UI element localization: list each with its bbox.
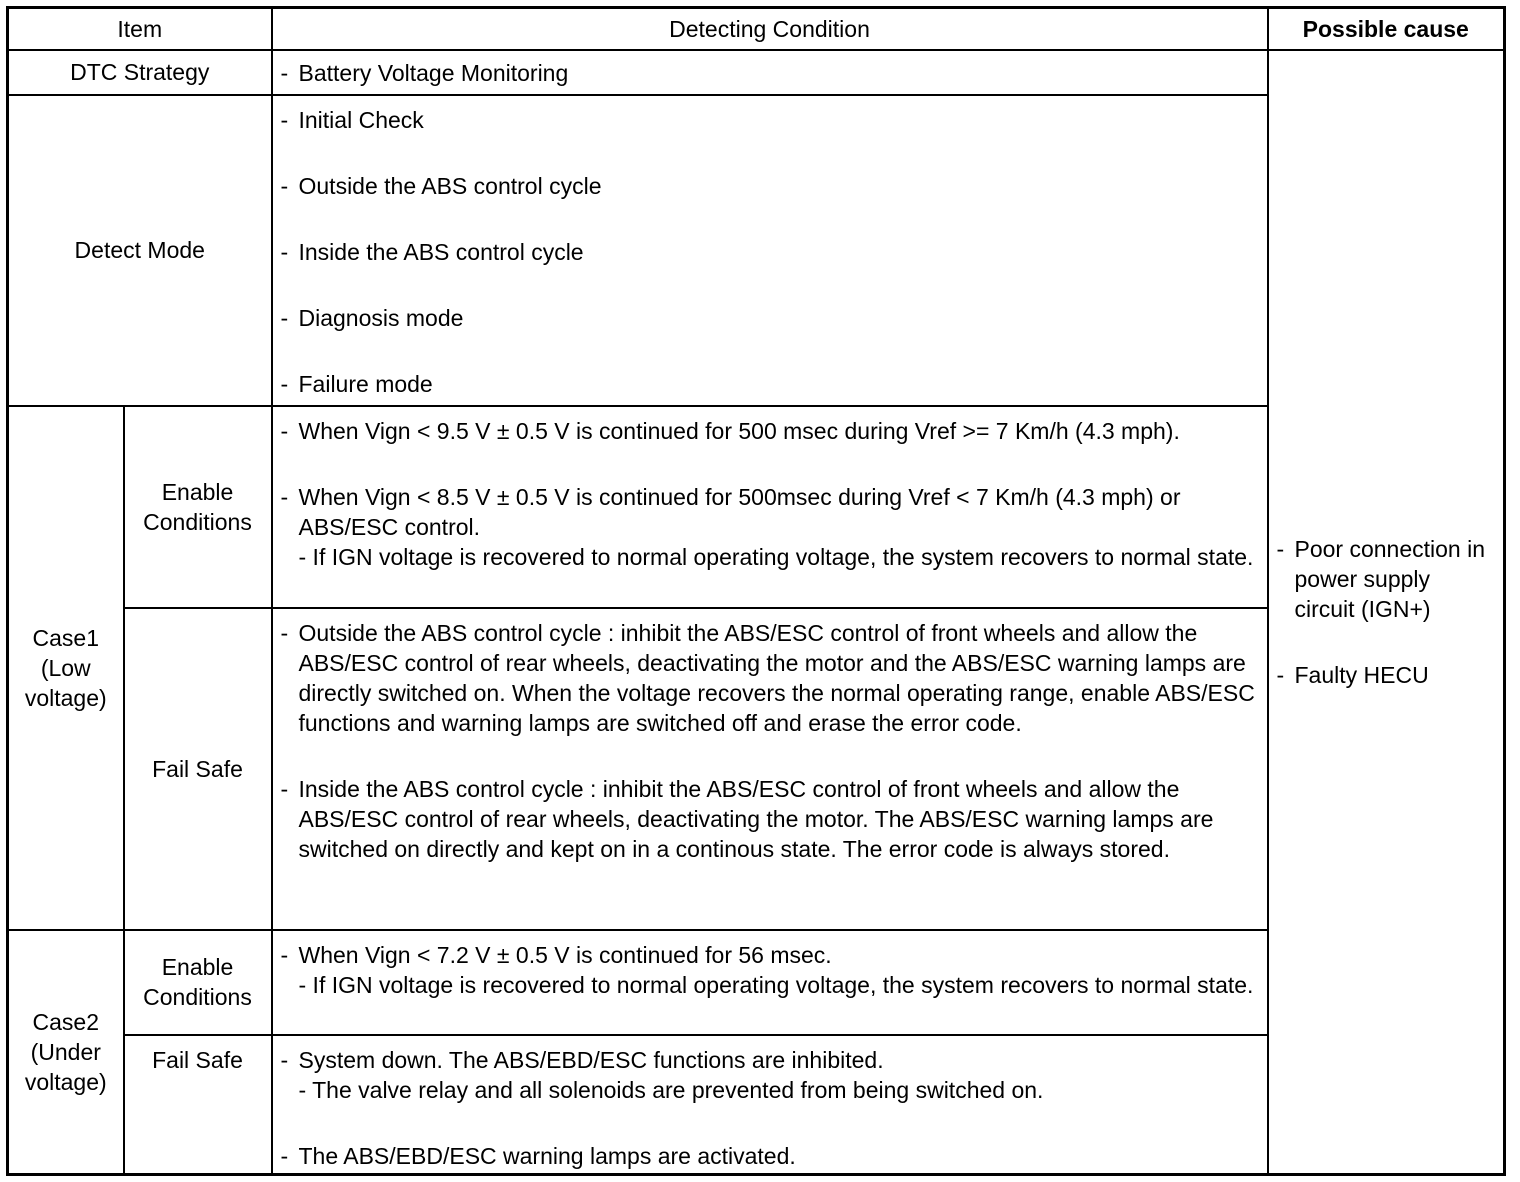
case2-failsafe-conditions	[272, 1035, 1268, 1175]
case2-enable-label: Enable Conditions	[124, 930, 272, 1035]
cause-item: - Poor connection in power supply circuit (IGN+)	[1276, 535, 1486, 622]
case2-label: Case2 (Under voltage)	[8, 930, 124, 1175]
header-row	[8, 8, 1505, 50]
case1-failsafe-conditions	[272, 608, 1268, 930]
detect-mode-item: - Inside the ABS control cycle	[280, 238, 584, 265]
case1-enable-label: Enable Conditions	[124, 406, 272, 608]
header-condition: Detecting Condition	[272, 8, 1268, 50]
case2-enable-conditions	[272, 930, 1268, 1035]
condition-item: - The ABS/EBD/ESC warning lamps are activated.	[280, 1142, 796, 1169]
condition-item: - When Vign < 7.2 V ± 0.5 V is continued for 56 msec. - If IGN voltage is recovered to normal operating voltage, the system recovers to normal state.	[280, 941, 1254, 998]
case1-label: Case1 (Low voltage)	[8, 406, 124, 930]
condition-item: - When Vign < 8.5 V ± 0.5 V is continued for 500msec during Vref < 7 Km/h (4.3 mph) or ABS/ESC control. - If IGN voltage is recovered to normal operating voltage, the system recovers to normal state.	[280, 483, 1254, 570]
detect-mode-item: - Outside the ABS control cycle	[280, 172, 602, 199]
detect-mode-item: - Failure mode	[280, 370, 433, 397]
row-dtc-strategy	[8, 50, 1505, 95]
cause-item: - Faulty HECU	[1276, 661, 1429, 688]
header-item: Item	[8, 8, 272, 50]
dtc-strategy-text: Battery Voltage Monitoring	[298, 59, 569, 86]
detect-mode-label: Detect Mode	[8, 95, 272, 406]
condition-item: - Inside the ABS control cycle : inhibit the ABS/ESC control of front wheels and allow the ABS/ESC control of rear wheels, deactivating the motor. The ABS/ESC warning lamps are switched on directly and kept on in a continous state. The error code is always stored.	[280, 775, 1214, 862]
condition-item: - System down. The ABS/EBD/ESC functions are inhibited. - The valve relay and all solenoids are prevented from being switched on.	[280, 1046, 1044, 1103]
case1-failsafe-label: Fail Safe	[124, 608, 272, 930]
header-cause: Possible cause	[1268, 8, 1505, 50]
detect-mode-list	[272, 95, 1268, 406]
case1-enable-conditions	[272, 406, 1268, 608]
case2-failsafe-label: Fail Safe	[124, 1035, 272, 1175]
condition-item: - Outside the ABS control cycle : inhibit the ABS/ESC control of front wheels and allow the ABS/ESC control of rear wheels, deactivating the motor and the ABS/ESC warning lamps are directly switched on. When the voltage recovers the normal operating range, enable ABS/ESC functions and warning lamps are switched off and erase the error code.	[280, 619, 1255, 736]
dtc-strategy-label: DTC Strategy	[8, 50, 272, 95]
possible-cause-cell	[1268, 50, 1505, 1175]
dtc-strategy-value: - Battery Voltage Monitoring	[272, 50, 1268, 95]
detect-mode-item: - Initial Check	[280, 106, 424, 133]
condition-item: - When Vign < 9.5 V ± 0.5 V is continued for 500 msec during Vref >= 7 Km/h (4.3 mph).	[280, 417, 1180, 444]
detect-mode-item: - Diagnosis mode	[280, 304, 464, 331]
dtc-table	[6, 6, 1506, 1176]
